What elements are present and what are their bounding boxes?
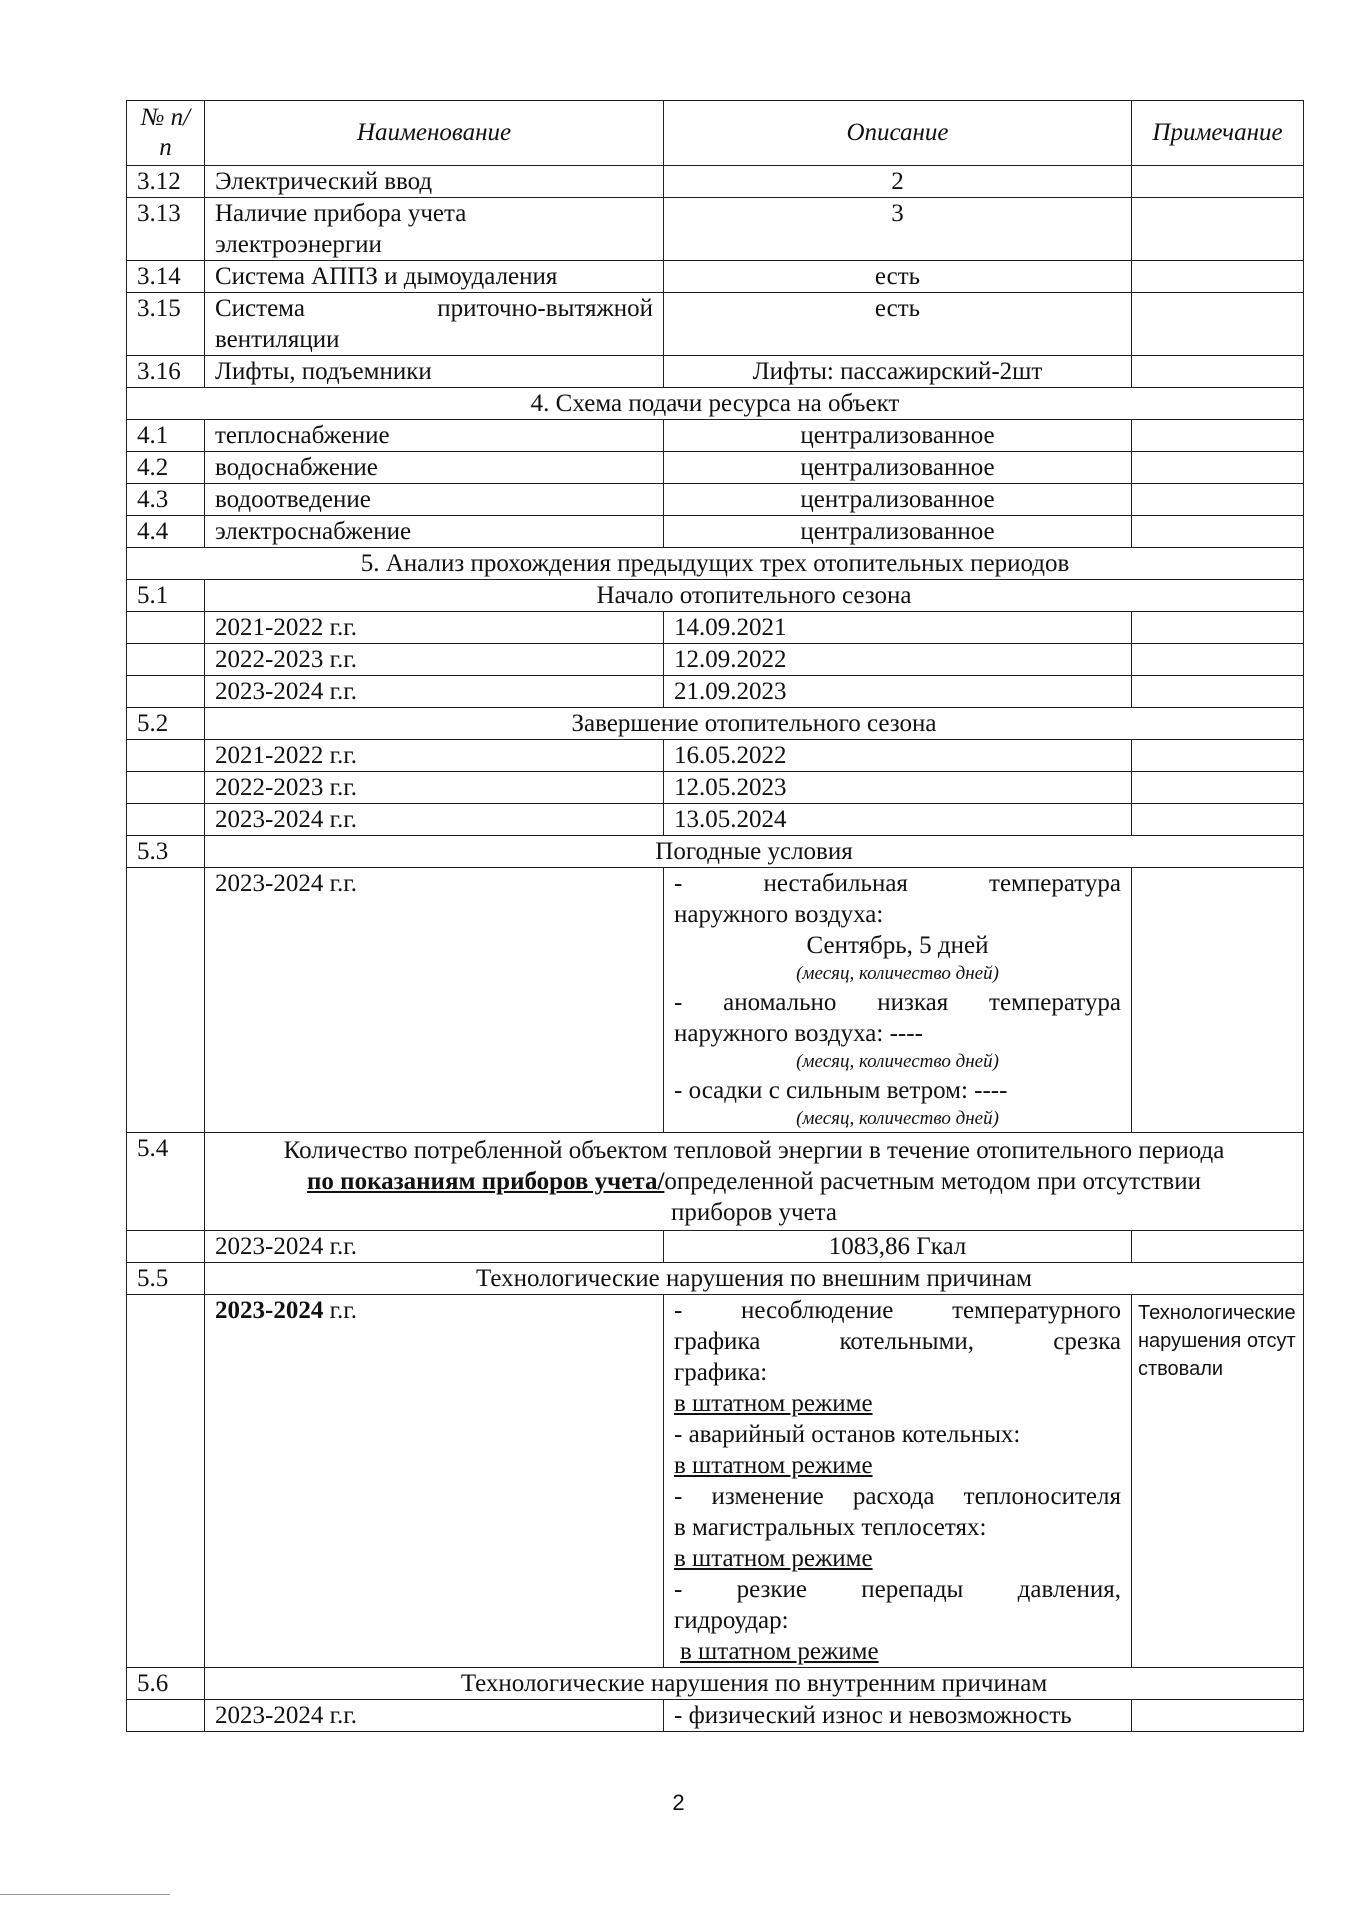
table-row: 3.13 Наличие прибора учета электроэнергии 3 (127, 198, 1304, 261)
subsection-5-2: 5.2 Завершение отопительного сезона (127, 708, 1304, 740)
table-row: 3.12 Электрический ввод 2 (127, 166, 1304, 198)
table-row: 2023-2024 г.г. - физический износ и невозможность (127, 1700, 1304, 1732)
table-row: 3.14 Система АППЗ и дымоудаления есть (127, 261, 1304, 293)
external-violations-row: 2023-2024 г.г. - несоблюдение температурного графика котельными, срезка графика: в штатном режиме - аварийный останов котельных: в штатном режиме - изменение расхода теплоносителя в магистральных теплосетях: в штатном режиме - резкие перепады давления, гидроудар: в штатном режиме Технологические нарушения отсутствовали (127, 1295, 1304, 1668)
subsection-5-4: 5.4 Количество потребленной объектом тепловой энергии в течение отопительного периода по показаниям приборов учета/определенной расчетным методом при отсутствии приборов учета (127, 1133, 1304, 1231)
table-row: 3.16 Лифты, подъемники Лифты: пассажирский-2шт (127, 356, 1304, 388)
section-4-heading: 4. Схема подачи ресурса на объект (127, 388, 1304, 420)
external-violations-note: Технологические нарушения отсутствовали (1132, 1295, 1304, 1668)
subsection-5-3: 5.3 Погодные условия (127, 836, 1304, 868)
table-row: 2021-2022 г.г. 16.05.2022 (127, 740, 1304, 772)
header-note: Примечание (1132, 101, 1304, 166)
table-header (127, 101, 1304, 166)
table-row: 2022-2023 г.г. 12.09.2022 (127, 644, 1304, 676)
table-row: 2023-2024 г.г. 21.09.2023 (127, 676, 1304, 708)
subsection-5-5: 5.5 Технологические нарушения по внешним причинам (127, 1263, 1304, 1295)
section-5-heading: 5. Анализ прохождения предыдущих трех отопительных периодов (127, 548, 1304, 580)
table-row: 2021-2022 г.г. 14.09.2021 (127, 612, 1304, 644)
weather-conditions-text: - нестабильная температура наружного воздуха: Сентябрь, 5 дней (месяц, количество дней) - аномально низкая температура наружного воздуха: ---- (месяц, количество дней) - осадки с сильным ветром: ---- (месяц, количество дней) (664, 868, 1132, 1133)
table-row: 2022-2023 г.г. 12.05.2023 (127, 772, 1304, 804)
footer-rule (0, 1894, 170, 1895)
external-violations-text: - несоблюдение температурного графика котельными, срезка графика: в штатном режиме - аварийный останов котельных: в штатном режиме - изменение расхода теплоносителя в магистральных теплосетях: в штатном режиме - резкие перепады давления, гидроудар: в штатном режиме (664, 1295, 1132, 1668)
table-row: 2023-2024 г.г. 1083,86 Гкал (127, 1231, 1304, 1263)
weather-conditions-row: 2023-2024 г.г. - нестабильная температура наружного воздуха: Сентябрь, 5 дней (месяц, количество дней) - аномально низкая температура наружного воздуха: ---- (месяц, количество дней) - осадки с сильным ветром: ---- (месяц, количество дней) (127, 868, 1304, 1133)
table-row: 2023-2024 г.г. 13.05.2024 (127, 804, 1304, 836)
header-description: Описание (664, 101, 1132, 166)
page-number: 2 (672, 1790, 685, 1815)
heat-consumption-value: 1083,86 Гкал (664, 1231, 1132, 1263)
table-row: 4.1 теплоснабжение централизованное (127, 420, 1304, 452)
header-num: № п/п (127, 101, 205, 166)
table-row: 4.4 электроснабжение централизованное (127, 516, 1304, 548)
subsection-5-1: 5.1 Начало отопительного сезона (127, 580, 1304, 612)
table-row: 4.2 водоснабжение централизованное (127, 452, 1304, 484)
table-row: 4.3 водоотведение централизованное (127, 484, 1304, 516)
header-name: Наименование (205, 101, 664, 166)
table-row: 3.15 Система приточно-вытяжной вентиляции есть (127, 293, 1304, 356)
subsection-5-6: 5.6 Технологические нарушения по внутренним причинам (127, 1668, 1304, 1700)
passport-table (126, 100, 1304, 1732)
